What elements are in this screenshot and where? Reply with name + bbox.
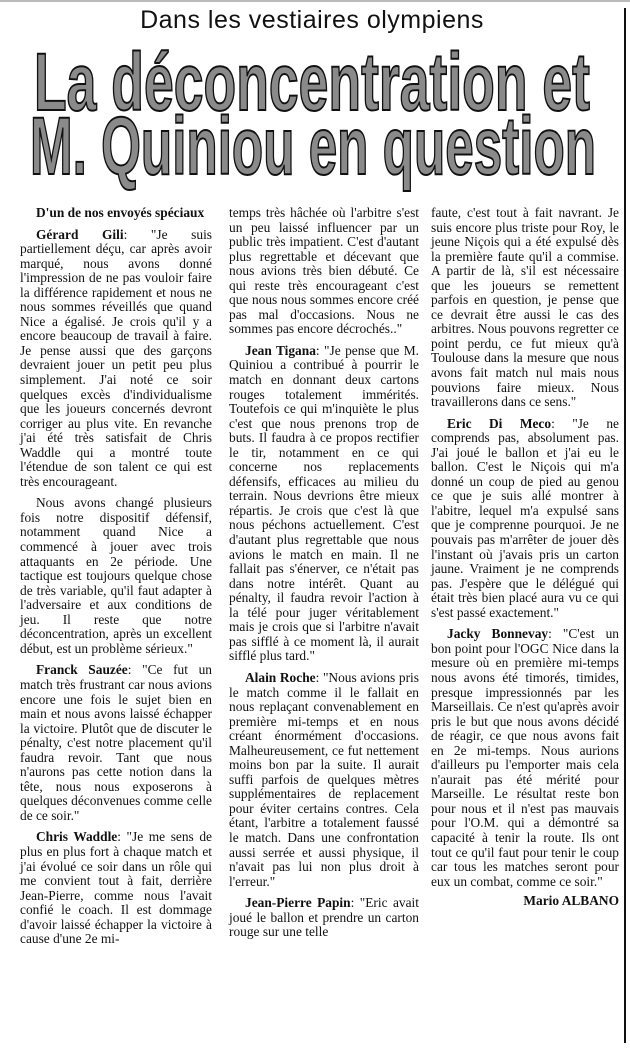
quote-text: faute, c'est tout à fait navrant. Je suis encore plus triste pour Roy, le jeune Niçois qui a été expulsé dès la première faute qu'il a commise. A partir de là, s'il est nécessaire que les joueurs se remettent parfois en question, je pense que ce devrait être aussi le cas des arbitres. Nous pouvons regretter ce point perdu, ce fut mieux qu'à Toulouse dans la mesure que nous avons fait match nul mais nous pouvions faire mieux. Nous travaillerons dans ce sens." <box>431 205 619 410</box>
kicker: Dans les vestiaires olympiens <box>140 6 484 34</box>
quote-text: : "Eric avait joué le ballon et prendre un carton rouge sur une telle <box>229 895 419 940</box>
quote-paragraph <box>431 627 619 889</box>
quote-text: : "Ce fut un match très frustrant car nous avions encore une fois le sujet bien en main et nous avons laissé échapper la victoire. Plutôt que de discuter le pénalty, c'est notre placement qu'il faudra revoir. Tant que nous n'aurons pas cette notion dans la tête, nous nous exposerons à quelques déconvenues comme celle de ce soir." <box>20 662 212 823</box>
quote-paragraph <box>20 496 212 656</box>
quote-paragraph <box>20 830 212 946</box>
quote-text: Nous avons changé plusieurs fois notre dispositif défensif, notamment quand Nice a commencé à jouer avec trois attaquants en 2e période. Une tactique est toujours quelque chose de très variable, qu'il faut adapter à l'adversaire et aux conditions de jeu. Il reste que notre déconcentration, après un excellent début, est un problème sérieux." <box>20 495 212 656</box>
quote-paragraph <box>229 344 419 664</box>
author-signature: Mario ALBANO <box>523 893 619 909</box>
article-column-2 <box>229 206 419 947</box>
quote-text: : "Je pense que M. Quiniou a contribué à pourrir le match en donnant deux cartons rouges totalement immérités. Toutefois ce qui m'inquiète le plus c'est que nous prenons trop de buts. Il faudra à ce propos rectifier le tir, notamment en ce qui concerne nos replacements défensifs, efficaces au milieu du terrain. Nous devrions être mieux répartis. Je crois que c'est là que nous péchons actuellement. C'est d'autant plus regrettable que nous avions le match en main. Il ne fallait pas s'énerver, ce n'était pas dans notre intérêt. Quant au pénalty, il faudra revoir l'action à la télé pour juger véritablement mais je crois que si l'arbitre n'avait pas sifflé à ce moment là, il aurait sifflé plus tard." <box>229 342 419 664</box>
quote-text: : "Je me sens de plus en plus fort à chaque match et j'ai évolué ce soir dans un rôle qui me convient tout à fait, derrière Jean-Pierre, comme nous l'avait confié le coach. Il est dommage d'avoir laissé échapper la victoire à cause d'une 2e mi- <box>20 829 212 947</box>
quote-paragraph <box>431 206 619 410</box>
speaker-name: Franck Sauzée <box>36 662 128 678</box>
column-paragraphs <box>20 228 212 947</box>
speaker-name: Jean Tigana <box>245 342 316 358</box>
quote-text: : "Nous avions pris le match comme il le fallait en nous replaçant convenablement en première mi-temps et en nous créant énormément d'occasions. Malheureusement, ce fut nettement moins bon par la suite. Il aurait suffi parfois de quelques mètres supplémentaires de replacement pour éviter certains contres. Cela étant, l'arbitre a totalement faussé le match. Dans une confrontation aussi serrée et aussi physique, il n'avait pas lui non plus droit à l'erreur." <box>229 669 419 889</box>
column-paragraphs <box>431 206 619 889</box>
speaker-name: Eric Di Meco <box>447 415 552 431</box>
speaker-name: Alain Roche <box>245 669 316 685</box>
headline-line-1: La déconcentration et <box>34 37 590 128</box>
article-column-3 <box>431 206 619 909</box>
quote-paragraph <box>229 206 419 337</box>
quote-paragraph <box>431 417 619 621</box>
headline <box>0 0 624 192</box>
headline-line-2: M. Quiniou en question <box>30 101 596 192</box>
byline-intro <box>20 206 212 221</box>
quote-paragraph <box>229 671 419 889</box>
quote-text: : "C'est un bon point pour l'OGC Nice dans la mesure où en première mi-temps nous avons été timorés, timides, presque impressionnés par les Marseillais. Ce n'est qu'après avoir pris le but que nous avons décidé de réagir, ce que nous avons fait en 2e mi-temps. Nous aurions d'ailleurs pu l'emporter mais cela n'aurait pas été mérité pour Marseille. Le résultat reste bon pour nous et il n'est pas mauvais pour l'O.M. qui a démontré sa capacité à tenir la route. Ils ont tout ce qu'il faut pour tenir le coup car tous les matches seront pour eux un combat, comme ce soir." <box>431 626 620 889</box>
speaker-name: Gérard Gili <box>36 226 124 242</box>
speaker-name: Jean-Pierre Papin <box>245 895 351 911</box>
speaker-name: Chris Waddle <box>36 829 118 845</box>
column-rule <box>624 8 626 1043</box>
quote-paragraph <box>229 896 419 940</box>
quote-paragraph <box>20 228 212 490</box>
speaker-name: Jacky Bonnevay <box>447 626 549 642</box>
quote-text: : "Je ne comprends pas, absolument pas. J'ai joué le ballon et j'ai eu le ballon. C'est le Niçois qui m'a donné un coup de pied au genou ce que je suis allé montrer à l'abitre, lequel m'a expulsé sans que je comprenne pourquoi. Je ne pouvais pas m'arrêter de jouer dès l'instant où j'avais pris un carton jaune. Vraiment je ne comprends pas. J'espère que le délégué qui était très bien placé aura vu ce qui s'est passé exactement." <box>431 415 619 620</box>
quote-paragraph <box>20 663 212 823</box>
byline-text: D'un de nos envoyés spéciaux <box>36 205 205 220</box>
article-column-1 <box>20 206 212 954</box>
column-paragraphs <box>229 206 419 940</box>
quote-text: temps très hâchée où l'arbitre s'est un peu laissé influencer par un public très impatient. C'est d'autant plus regrettable et décevant que nous avions très bien débuté. Ce qui reste très encourageant c'est que nous nous sommes encore créé pas mal d'occasions. Nous ne sommes pas encore décrochés.." <box>229 205 419 337</box>
quote-text: : "Je suis partiellement déçu, car après avoir marqué, nous avons donné l'impression de ne pas vouloir faire la différence rapidement et nous ne nous sommes réveillés que quand Nice a égalisé. Je crois qu'il y a encore beaucoup de travail à faire. Je pense aussi que des garçons devraient jouer un petit peu plus simplement. J'ai noté ce soir quelques excès d'individualisme que les joueurs concernés devront corriger au plus vite. En revanche j'ai été très satisfait de Chris Waddle qui a montré toute l'étendue de son talent ce qui est très encourageant. <box>20 226 212 489</box>
